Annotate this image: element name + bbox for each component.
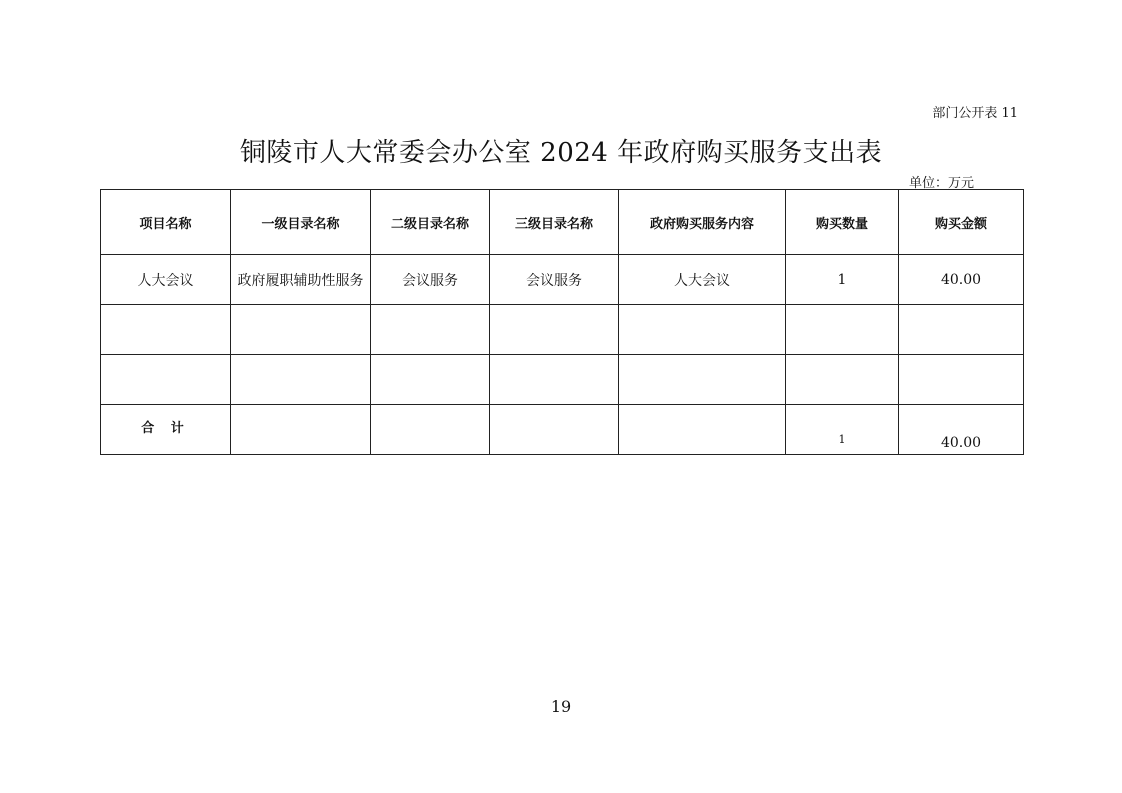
cell-level2-catalog: 会议服务 bbox=[371, 255, 490, 305]
cell-amount bbox=[899, 355, 1024, 405]
header-project-name: 项目名称 bbox=[101, 190, 231, 255]
header-amount: 购买金额 bbox=[899, 190, 1024, 255]
total-row bbox=[101, 405, 1024, 455]
total-amount-cell bbox=[899, 405, 1024, 455]
cell-service-content bbox=[619, 305, 786, 355]
cell-level1-catalog: 政府履职辅助性服务 bbox=[231, 255, 371, 305]
cell-amount: 40.00 bbox=[899, 255, 1024, 305]
total-quantity-cell bbox=[786, 405, 899, 455]
table-row bbox=[101, 305, 1024, 355]
total-quantity: 1 bbox=[838, 433, 846, 446]
total-amount: 40.00 bbox=[940, 435, 982, 451]
page-title: 铜陵市人大常委会办公室 2024 年政府购买服务支出表 bbox=[239, 138, 883, 168]
total-cell-level2 bbox=[371, 405, 490, 455]
cell-project-name bbox=[101, 305, 231, 355]
cell-quantity: 1 bbox=[786, 255, 899, 305]
table-row bbox=[101, 255, 1024, 305]
header-level1-catalog: 一级目录名称 bbox=[231, 190, 371, 255]
cell-level1-catalog bbox=[231, 305, 371, 355]
cell-project-name: 人大会议 bbox=[101, 255, 231, 305]
cell-service-content bbox=[619, 355, 786, 405]
cell-level2-catalog bbox=[371, 355, 490, 405]
total-cell-content bbox=[619, 405, 786, 455]
cell-quantity bbox=[786, 355, 899, 405]
header-service-content: 政府购买服务内容 bbox=[619, 190, 786, 255]
cell-level3-catalog: 会议服务 bbox=[490, 255, 619, 305]
cell-service-content: 人大会议 bbox=[619, 255, 786, 305]
cell-project-name bbox=[101, 355, 231, 405]
form-code: 部门公开表 11 bbox=[932, 106, 1018, 121]
total-cell-level3 bbox=[490, 405, 619, 455]
total-label: 合 计 bbox=[141, 421, 190, 436]
cell-level3-catalog bbox=[490, 305, 619, 355]
unit-label: 单位：万元 bbox=[908, 176, 974, 191]
cell-amount bbox=[899, 305, 1024, 355]
cell-quantity bbox=[786, 305, 899, 355]
procurement-table bbox=[100, 189, 1024, 455]
header-level2-catalog: 二级目录名称 bbox=[371, 190, 490, 255]
page-number: 19 bbox=[550, 697, 572, 716]
header-quantity: 购买数量 bbox=[786, 190, 899, 255]
header-level3-catalog: 三级目录名称 bbox=[490, 190, 619, 255]
total-cell-level1 bbox=[231, 405, 371, 455]
cell-level2-catalog bbox=[371, 305, 490, 355]
cell-level3-catalog bbox=[490, 355, 619, 405]
header-row bbox=[101, 190, 1024, 255]
cell-level1-catalog bbox=[231, 355, 371, 405]
total-label-cell bbox=[101, 405, 231, 455]
table-row bbox=[101, 355, 1024, 405]
